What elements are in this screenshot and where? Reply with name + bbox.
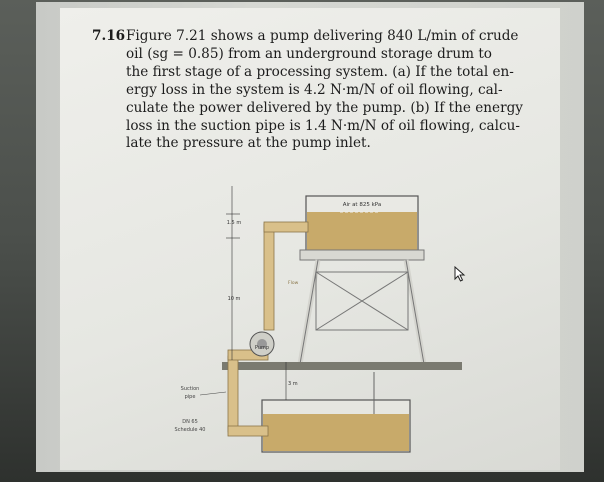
pump (250, 332, 274, 356)
problem-line-2: oil (sg = 0.85) from an underground storage drum to (126, 45, 492, 62)
problem-line-1: Figure 7.21 shows a pump delivering 840 L/min of crude (126, 28, 519, 44)
dimension-height: 10 m (227, 296, 241, 302)
suction-label-1: Suction (180, 386, 200, 392)
dimension-top: 1.5 m (226, 220, 242, 226)
mouse-cursor-icon (454, 266, 466, 282)
pump-label: Pump (254, 345, 270, 351)
problem-line-3: the first stage of a processing system. (a) If the total en- (126, 63, 514, 80)
flow-label: Flow (288, 281, 299, 286)
problem-number: 7.16 (92, 28, 126, 44)
ground-surface (222, 362, 462, 370)
problem-line-7: late the pressure at the pump inlet. (126, 135, 371, 152)
tank-stand (300, 250, 424, 364)
storage-drum (262, 372, 410, 452)
dimension-bottom: 3 m (288, 381, 298, 387)
air-pressure-label: Air at 825 kPa (342, 202, 382, 208)
problem-line-5: culate the power delivered by the pump. (b) If the energy (126, 99, 523, 116)
problem-line-6: loss in the suction pipe is 1.4 N·m/N of oil flowing, calcu- (126, 117, 520, 134)
pipe-size-label-1: DN 65 (182, 419, 198, 425)
suction-label-2: pipe (184, 394, 196, 400)
pipe-size-label-2: Schedule 40 (174, 427, 206, 433)
suction-leader-line (200, 392, 226, 395)
problem-line-4: ergy loss in the system is 4.2 N·m/N of oil flowing, cal- (126, 81, 503, 98)
